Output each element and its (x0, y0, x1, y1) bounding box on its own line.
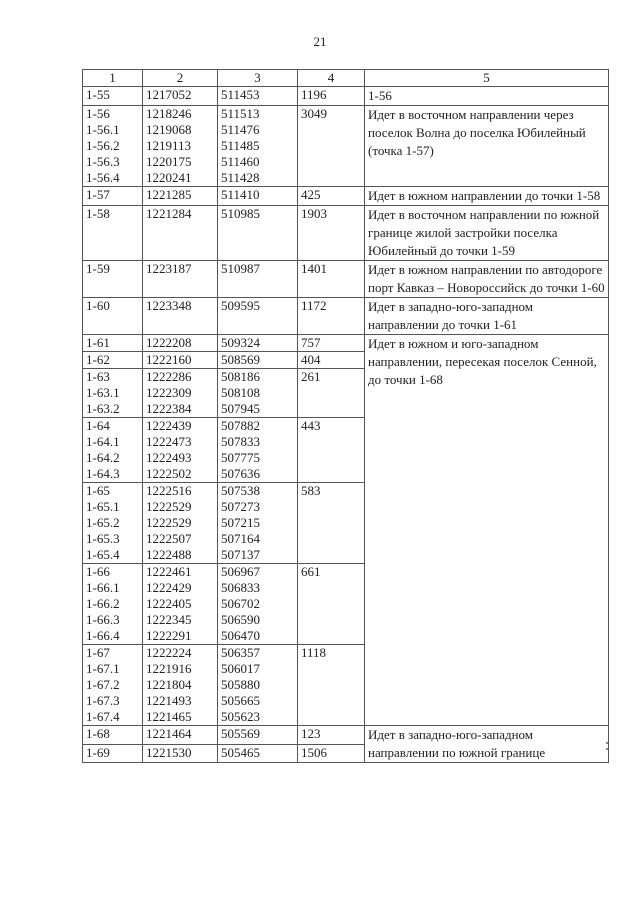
x-coordinate-cell (143, 187, 218, 206)
x-coordinate-cell (143, 645, 218, 726)
point-id: 1-56.3 (86, 154, 120, 169)
point-id: 1-65.4 (86, 547, 120, 562)
y-coordinate: 505465 (221, 744, 260, 760)
x-coordinate: 1219068 (146, 122, 192, 137)
x-coordinate-cell (143, 564, 218, 645)
y-coordinate: 506590 (221, 612, 260, 627)
point-id: 1-63.1 (86, 385, 120, 400)
point-id: 1-55 (86, 87, 110, 102)
x-coordinate-cell (143, 298, 218, 335)
column-header: 4 (298, 70, 365, 87)
x-coordinate: 1222516 (146, 483, 192, 498)
x-coordinate: 1222461 (146, 564, 192, 579)
y-coordinate: 506470 (221, 628, 260, 643)
y-coordinate: 510985 (221, 206, 260, 221)
scan-speck (606, 742, 608, 744)
y-coordinate: 505569 (221, 726, 260, 741)
point-id-cell (83, 483, 143, 564)
table-row (83, 187, 609, 206)
point-id: 1-69 (86, 744, 110, 760)
y-coordinate-cell (218, 298, 298, 335)
y-coordinate: 508186 (221, 369, 260, 384)
segment-length: 1903 (298, 206, 365, 261)
table-row (83, 298, 609, 335)
point-id: 1-67.4 (86, 709, 120, 724)
direction-description (365, 187, 609, 206)
x-coordinate: 1222160 (146, 352, 192, 367)
x-coordinate: 1222507 (146, 531, 192, 546)
y-coordinate-cell (218, 645, 298, 726)
point-id: 1-58 (86, 206, 110, 221)
x-coordinate-cell (143, 87, 218, 106)
x-coordinate: 1217052 (146, 87, 192, 102)
point-id: 1-64.2 (86, 450, 120, 465)
y-coordinate: 511485 (221, 138, 260, 153)
direction-description (365, 261, 609, 298)
table-header-row (83, 70, 609, 87)
table-row (83, 726, 609, 745)
segment-length: 123 (298, 726, 365, 745)
x-coordinate: 1222529 (146, 499, 192, 514)
x-coordinate-cell (143, 483, 218, 564)
segment-length: 3049 (298, 106, 365, 187)
y-coordinate-cell (218, 726, 298, 745)
point-id: 1-66.1 (86, 580, 120, 595)
x-coordinate: 1221493 (146, 693, 192, 708)
segment-length: 1401 (298, 261, 365, 298)
point-id-cell (83, 726, 143, 745)
y-coordinate-cell (218, 564, 298, 645)
y-coordinate: 510987 (221, 261, 260, 276)
description-text: Идет в южном и юго-западном направлении, пересекая поселок Сенной, до точки 1-68 (368, 336, 597, 387)
x-coordinate: 1222405 (146, 596, 192, 611)
x-coordinate-cell (143, 106, 218, 187)
y-coordinate: 507164 (221, 531, 260, 546)
y-coordinate-cell (218, 483, 298, 564)
segment-length: 1506 (298, 744, 365, 763)
point-id: 1-66.4 (86, 628, 120, 643)
point-id: 1-64.1 (86, 434, 120, 449)
y-coordinate: 507636 (221, 466, 260, 481)
direction-description (365, 726, 609, 763)
x-coordinate: 1222384 (146, 401, 192, 416)
point-id-cell (83, 206, 143, 261)
y-coordinate-cell (218, 744, 298, 763)
point-id-cell (83, 87, 143, 106)
segment-length: 404 (298, 352, 365, 369)
table-row (83, 335, 609, 352)
segment-length: 1118 (298, 645, 365, 726)
y-coordinate: 507775 (221, 450, 260, 465)
y-coordinate-cell (218, 335, 298, 352)
point-id-cell (83, 106, 143, 187)
y-coordinate-cell (218, 106, 298, 187)
direction-description (365, 106, 609, 187)
point-id: 1-67.1 (86, 661, 120, 676)
point-id: 1-65.2 (86, 515, 120, 530)
x-coordinate: 1223348 (146, 298, 192, 313)
y-coordinate: 505623 (221, 709, 260, 724)
point-id-cell (83, 418, 143, 483)
point-id-cell (83, 261, 143, 298)
x-coordinate: 1222345 (146, 612, 192, 627)
y-coordinate: 506833 (221, 580, 260, 595)
x-coordinate: 1222286 (146, 369, 192, 384)
description-text: Идет в западно-юго-западном направлении до точки 1-61 (368, 299, 534, 332)
x-coordinate: 1220175 (146, 154, 192, 169)
x-coordinate-cell (143, 335, 218, 352)
segment-length: 1172 (298, 298, 365, 335)
point-id: 1-68 (86, 726, 110, 741)
point-id: 1-64 (86, 418, 110, 433)
point-id: 1-59 (86, 261, 110, 276)
y-coordinate: 506017 (221, 661, 260, 676)
segment-length: 1196 (298, 87, 365, 106)
y-coordinate: 508569 (221, 352, 260, 367)
direction-description (365, 206, 609, 261)
page-number: 21 (313, 34, 327, 49)
x-coordinate: 1222529 (146, 515, 192, 530)
y-coordinate: 507273 (221, 499, 260, 514)
point-id: 1-64.3 (86, 466, 120, 481)
direction-description (365, 298, 609, 335)
y-coordinate-cell (218, 418, 298, 483)
point-id-cell (83, 744, 143, 763)
point-id: 1-67 (86, 645, 110, 660)
point-id-cell (83, 187, 143, 206)
x-coordinate: 1220241 (146, 170, 192, 185)
point-id: 1-67.2 (86, 677, 120, 692)
point-id: 1-66 (86, 564, 110, 579)
description-text: Идет в южном направлении до точки 1-58 (368, 188, 601, 203)
point-id-cell (83, 564, 143, 645)
x-coordinate: 1223187 (146, 261, 192, 276)
point-id: 1-65.3 (86, 531, 120, 546)
table-row (83, 206, 609, 261)
point-id: 1-57 (86, 187, 110, 202)
x-coordinate: 1221530 (146, 744, 192, 760)
point-id-cell (83, 352, 143, 369)
x-coordinate: 1222488 (146, 547, 192, 562)
y-coordinate: 507137 (221, 547, 260, 562)
segment-length: 261 (298, 369, 365, 418)
point-id: 1-66.3 (86, 612, 120, 627)
y-coordinate: 506357 (221, 645, 260, 660)
x-coordinate: 1221284 (146, 206, 192, 221)
y-coordinate: 509595 (221, 298, 260, 313)
point-id: 1-63 (86, 369, 110, 384)
x-coordinate-cell (143, 261, 218, 298)
x-coordinate: 1221285 (146, 187, 192, 202)
table-row (83, 261, 609, 298)
y-coordinate-cell (218, 206, 298, 261)
y-coordinate: 507215 (221, 515, 260, 530)
y-coordinate: 511460 (221, 154, 260, 169)
x-coordinate-cell (143, 206, 218, 261)
column-header: 2 (143, 70, 218, 87)
point-id: 1-62 (86, 352, 110, 367)
segment-length: 661 (298, 564, 365, 645)
segment-length: 443 (298, 418, 365, 483)
table-row (83, 87, 609, 106)
point-id: 1-56 (86, 106, 110, 121)
y-coordinate-cell (218, 87, 298, 106)
y-coordinate-cell (218, 369, 298, 418)
x-coordinate: 1221465 (146, 709, 192, 724)
x-coordinate-cell (143, 369, 218, 418)
column-header: 5 (365, 70, 609, 87)
y-coordinate: 511410 (221, 187, 260, 202)
point-id: 1-66.2 (86, 596, 120, 611)
y-coordinate-cell (218, 187, 298, 206)
point-id: 1-65 (86, 483, 110, 498)
y-coordinate: 509324 (221, 335, 260, 350)
y-coordinate: 508108 (221, 385, 260, 400)
x-coordinate-cell (143, 744, 218, 763)
boundary-points-table (82, 69, 609, 763)
y-coordinate: 507833 (221, 434, 260, 449)
column-header: 3 (218, 70, 298, 87)
direction-description (365, 335, 609, 726)
x-coordinate: 1222291 (146, 628, 192, 643)
point-id-cell (83, 335, 143, 352)
point-id: 1-63.2 (86, 401, 120, 416)
y-coordinate: 506967 (221, 564, 260, 579)
point-id: 1-56.4 (86, 170, 120, 185)
x-coordinate: 1222473 (146, 434, 192, 449)
x-coordinate: 1222224 (146, 645, 192, 660)
point-id-cell (83, 645, 143, 726)
x-coordinate: 1218246 (146, 106, 192, 121)
x-coordinate-cell (143, 726, 218, 745)
y-coordinate: 511428 (221, 170, 260, 185)
table-row (83, 106, 609, 187)
segment-length: 425 (298, 187, 365, 206)
y-coordinate: 511476 (221, 122, 260, 137)
description-text: Идет в западно-юго-западном направлении по южной границе (368, 727, 546, 760)
column-header: 1 (83, 70, 143, 87)
point-id: 1-56.2 (86, 138, 120, 153)
y-coordinate-cell (218, 261, 298, 298)
x-coordinate: 1222208 (146, 335, 192, 350)
point-id: 1-65.1 (86, 499, 120, 514)
y-coordinate-cell (218, 352, 298, 369)
x-coordinate: 1221464 (146, 726, 192, 741)
y-coordinate: 505665 (221, 693, 260, 708)
direction-description (365, 87, 609, 106)
x-coordinate: 1222502 (146, 466, 192, 481)
description-text: Идет в восточном направлении по южной границе жилой застройки поселка Юбилейный до точки 1-59 (368, 207, 600, 258)
x-coordinate: 1222309 (146, 385, 192, 400)
y-coordinate: 511513 (221, 106, 260, 121)
segment-length: 757 (298, 335, 365, 352)
y-coordinate: 511453 (221, 87, 260, 102)
x-coordinate: 1222493 (146, 450, 192, 465)
y-coordinate: 507945 (221, 401, 260, 416)
scan-speck (606, 748, 608, 750)
x-coordinate: 1222429 (146, 580, 192, 595)
x-coordinate: 1219113 (146, 138, 192, 153)
description-text: Идет в южном направлении по автодороге порт Кавказ – Новороссийск до точки 1-60 (368, 262, 605, 295)
point-id: 1-60 (86, 298, 110, 313)
description-text: 1-56 (368, 88, 392, 103)
x-coordinate: 1221916 (146, 661, 192, 676)
y-coordinate: 506702 (221, 596, 260, 611)
point-id: 1-61 (86, 335, 110, 350)
y-coordinate: 505880 (221, 677, 260, 692)
y-coordinate: 507882 (221, 418, 260, 433)
point-id-cell (83, 369, 143, 418)
y-coordinate: 507538 (221, 483, 260, 498)
x-coordinate-cell (143, 352, 218, 369)
description-text: Идет в восточном направлении через поселок Волна до поселка Юбилейный (точка 1-57) (368, 107, 586, 158)
point-id: 1-67.3 (86, 693, 120, 708)
point-id: 1-56.1 (86, 122, 120, 137)
x-coordinate: 1221804 (146, 677, 192, 692)
segment-length: 583 (298, 483, 365, 564)
point-id-cell (83, 298, 143, 335)
x-coordinate-cell (143, 418, 218, 483)
x-coordinate: 1222439 (146, 418, 192, 433)
